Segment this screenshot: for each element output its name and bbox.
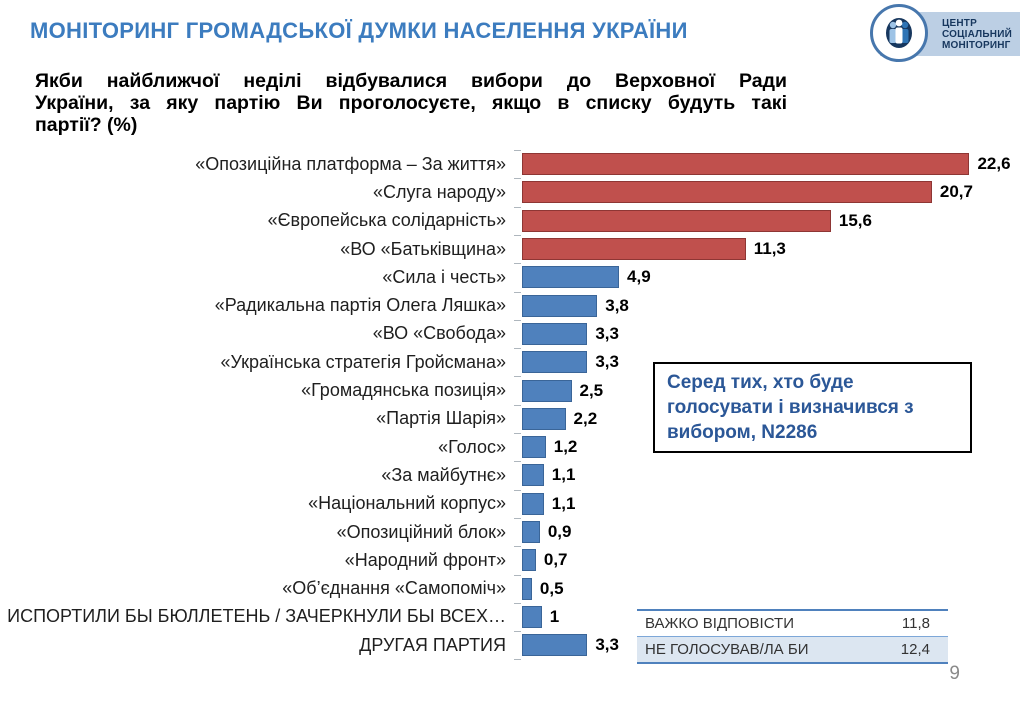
bar-blue bbox=[522, 634, 587, 656]
bar-red bbox=[522, 181, 932, 203]
bar-track bbox=[522, 461, 1024, 489]
category-label: «Опозиційна платформа – За життя» bbox=[195, 153, 506, 174]
value-label: 2,2 bbox=[573, 408, 598, 428]
axis-tick bbox=[514, 207, 521, 208]
axis-tick bbox=[514, 659, 521, 660]
value-label: 3,3 bbox=[595, 323, 619, 343]
value-label: 1 bbox=[549, 606, 560, 626]
axis-tick bbox=[514, 518, 521, 519]
value-label: 1,1 bbox=[551, 493, 576, 513]
logo-text-line: ЦЕНТР bbox=[942, 18, 977, 29]
category-label: «Об’єднання «Самопоміч» bbox=[282, 578, 506, 599]
axis-tick bbox=[514, 376, 521, 377]
bar-red bbox=[522, 210, 831, 232]
category-label: «Партія Шарія» bbox=[376, 408, 506, 429]
value-label: 0,5 bbox=[539, 578, 564, 598]
logo-text-line: МОНІТОРИНГ bbox=[942, 40, 1011, 51]
category-label: ИСПОРТИЛИ БЫ БЮЛЛЕТЕНЬ / ЗАЧЕРКНУЛИ БЫ ВСЕХ… bbox=[7, 606, 506, 627]
annotation-text: Серед тих, хто буде голосувати і визначився з вибором, N2286 bbox=[667, 372, 914, 443]
axis-tick bbox=[514, 603, 521, 604]
table-row-label: НЕ ГОЛОСУВАВ/ЛА БИ bbox=[645, 641, 809, 658]
table-row-value: 12,4 bbox=[900, 641, 930, 658]
category-label: «Опозиційний блок» bbox=[336, 521, 506, 542]
axis-tick bbox=[514, 235, 521, 236]
axis-tick bbox=[514, 405, 521, 406]
bar-track bbox=[522, 235, 1024, 263]
category-label: «ВО «Батьківщина» bbox=[340, 238, 506, 259]
question-text bbox=[35, 70, 787, 136]
table-row-label: ВАЖКО ВІДПОВІСТИ bbox=[645, 615, 794, 632]
axis-tick bbox=[514, 546, 521, 547]
chart-row bbox=[0, 574, 1024, 602]
bar-blue bbox=[522, 351, 587, 373]
category-label: «ВО «Свобода» bbox=[372, 323, 506, 344]
category-label: «Сила і честь» bbox=[382, 266, 506, 287]
logo-text bbox=[942, 18, 1012, 51]
bar-blue bbox=[522, 521, 540, 543]
bar-track bbox=[522, 320, 1024, 348]
value-label: 4,9 bbox=[627, 267, 651, 287]
category-label: «За майбутнє» bbox=[381, 464, 506, 485]
axis-tick bbox=[514, 150, 521, 151]
chart-row bbox=[0, 320, 1024, 348]
category-label: «Голос» bbox=[438, 436, 506, 457]
axis-tick bbox=[514, 263, 521, 264]
value-label: 0,7 bbox=[543, 550, 568, 570]
chart-row bbox=[0, 235, 1024, 263]
bar-blue bbox=[522, 323, 587, 345]
bar-track bbox=[522, 263, 1024, 291]
chart-row bbox=[0, 178, 1024, 206]
category-label: «Національний корпус» bbox=[308, 493, 506, 514]
category-label: «Європейська солідарність» bbox=[267, 210, 506, 231]
category-label: «Народний фронт» bbox=[344, 549, 506, 570]
value-label: 3,3 bbox=[595, 635, 619, 655]
axis-tick bbox=[514, 575, 521, 576]
axis-tick bbox=[514, 461, 521, 462]
table-row bbox=[637, 611, 948, 637]
chart-row bbox=[0, 207, 1024, 235]
bar-blue bbox=[522, 606, 542, 628]
bar-track bbox=[522, 291, 1024, 319]
category-label: «Українська стратегія Гройсмана» bbox=[220, 351, 506, 372]
bar-blue bbox=[522, 493, 544, 515]
org-logo bbox=[880, 12, 1020, 56]
bar-blue bbox=[522, 578, 532, 600]
question-line: Якби найближчої неділі відбувалися вибори до Верховної Ради bbox=[35, 70, 787, 92]
chart-row bbox=[0, 546, 1024, 574]
chart-row bbox=[0, 263, 1024, 291]
value-label: 22,6 bbox=[977, 154, 1011, 174]
axis-tick bbox=[514, 490, 521, 491]
bar-track bbox=[522, 490, 1024, 518]
bar-blue bbox=[522, 464, 544, 486]
question-line: партії? (%) bbox=[35, 114, 138, 136]
page-title: МОНІТОРИНГ ГРОМАДСЬКОЇ ДУМКИ НАСЕЛЕННЯ УКРАЇНИ bbox=[30, 18, 688, 43]
bar-track bbox=[522, 150, 1024, 178]
question-line: України, за яку партію Ви проголосуєте, якщо в списку будуть такі bbox=[35, 92, 787, 114]
bar-blue bbox=[522, 266, 619, 288]
value-label: 2,5 bbox=[579, 380, 604, 400]
bar-blue bbox=[522, 408, 566, 430]
chart-row bbox=[0, 490, 1024, 518]
chart-row bbox=[0, 291, 1024, 319]
bar-red bbox=[522, 153, 969, 175]
bar-blue bbox=[522, 380, 572, 402]
bar-red bbox=[522, 238, 746, 260]
axis-tick bbox=[514, 178, 521, 179]
bar-track bbox=[522, 546, 1024, 574]
value-label: 15,6 bbox=[838, 210, 872, 230]
axis-tick bbox=[514, 292, 521, 293]
bar-track bbox=[522, 178, 1024, 206]
bar-blue bbox=[522, 295, 597, 317]
page-number: 9 bbox=[949, 663, 960, 684]
chart-row bbox=[0, 461, 1024, 489]
bar-blue bbox=[522, 549, 536, 571]
axis-tick bbox=[514, 348, 521, 349]
chart-row bbox=[0, 518, 1024, 546]
bar-track bbox=[522, 207, 1024, 235]
logo-text-line: СОЦІАЛЬНИЙ bbox=[942, 29, 1012, 40]
table-row bbox=[637, 637, 948, 664]
axis-tick bbox=[514, 433, 521, 434]
axis-tick bbox=[514, 320, 521, 321]
value-label: 1,1 bbox=[551, 465, 576, 485]
category-label: ДРУГАЯ ПАРТИЯ bbox=[359, 634, 506, 655]
bar-blue bbox=[522, 436, 546, 458]
value-label: 3,3 bbox=[595, 352, 619, 372]
side-table bbox=[637, 609, 948, 664]
chart-row bbox=[0, 150, 1024, 178]
axis-tick bbox=[514, 631, 521, 632]
value-label: 3,8 bbox=[605, 295, 629, 315]
category-label: «Радикальна партія Олега Ляшка» bbox=[214, 295, 506, 316]
people-circle-icon bbox=[870, 4, 928, 62]
value-label: 0,9 bbox=[547, 522, 572, 541]
table-row-value: 11,8 bbox=[901, 615, 930, 632]
category-label: «Слуга народу» bbox=[373, 181, 506, 202]
bar-track bbox=[522, 518, 1024, 546]
value-label: 11,3 bbox=[753, 239, 786, 259]
annotation-box bbox=[653, 362, 972, 453]
category-label: «Громадянська позиція» bbox=[301, 380, 506, 401]
value-label: 20,7 bbox=[939, 182, 973, 202]
value-label: 1,2 bbox=[553, 437, 578, 457]
bar-track bbox=[522, 574, 1024, 602]
